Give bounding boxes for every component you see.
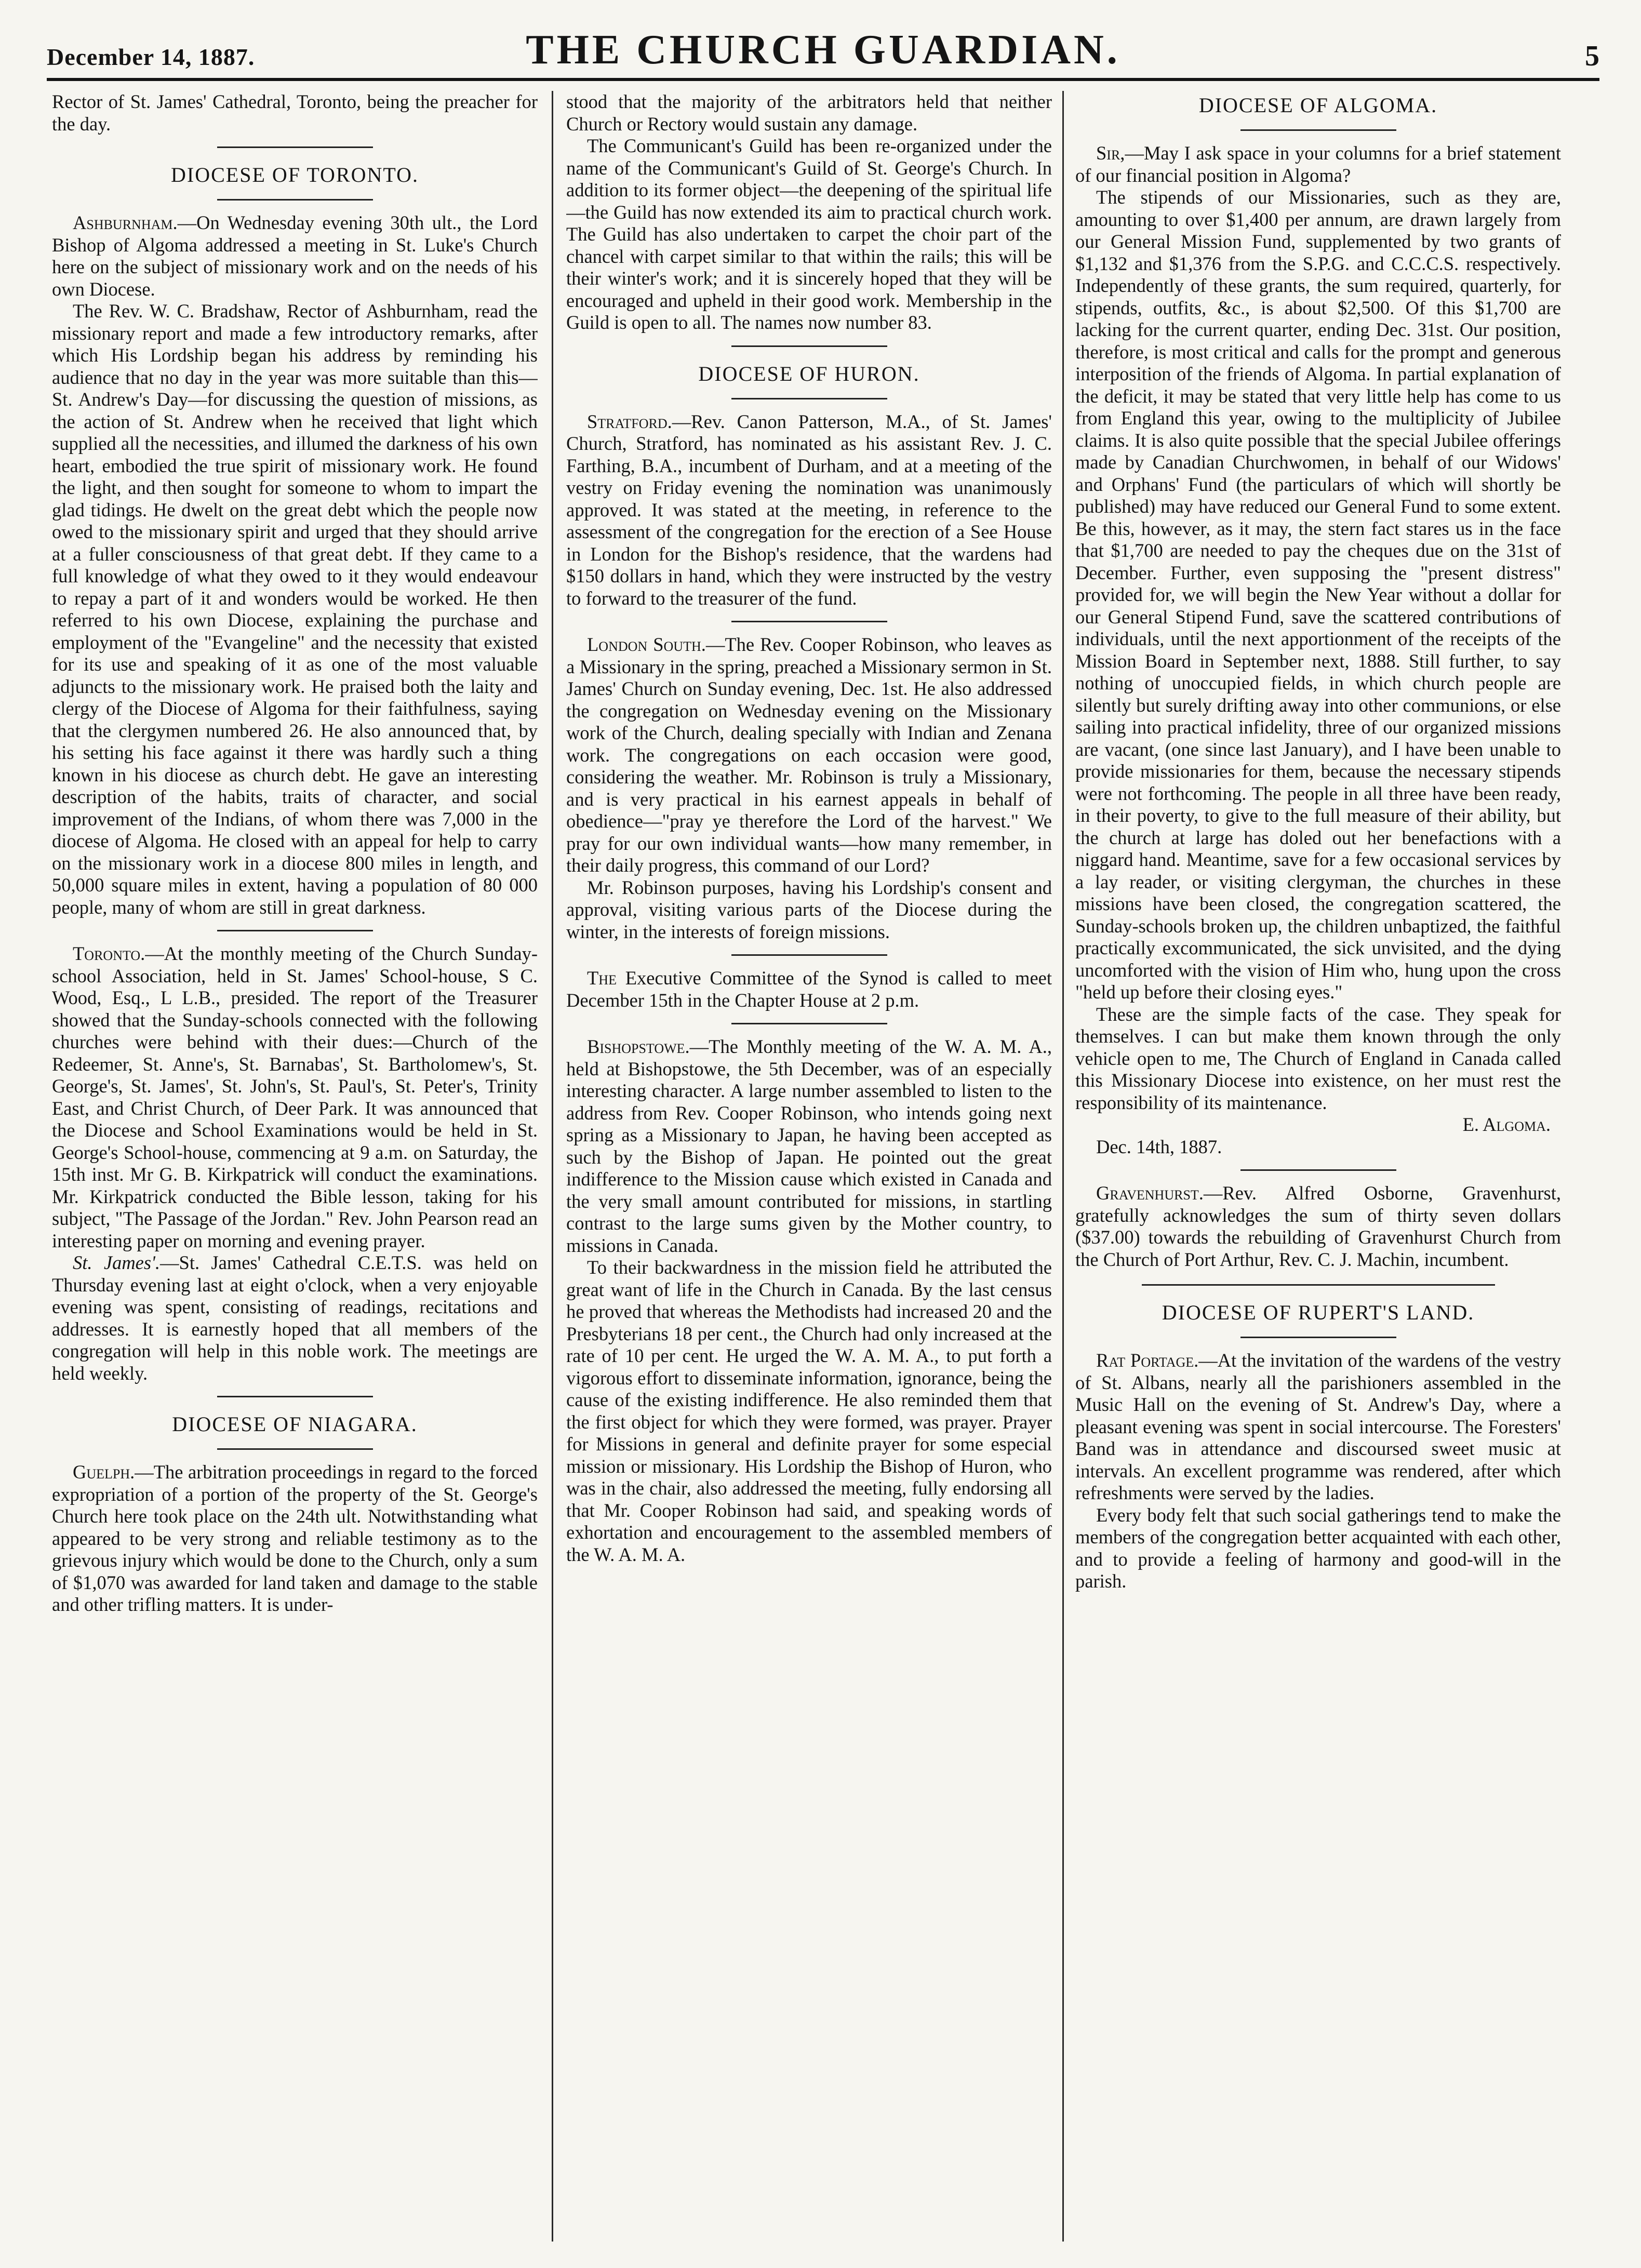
dateline: Guelph. <box>73 1461 135 1483</box>
masthead-title: THE CHURCH GUARDIAN. <box>526 27 1120 73</box>
paragraph-text: —At the monthly meeting of the Church Sunday-school Association, held in St. James' School-house, S C. Wood, Esq., L L.B., presided. The report of the Treasurer showed that the Sunday-schools connected with the following churches were behind with their dues:—Church of the Redeemer, St. Anne's, St. Barnabas', St. Bartholomew's, St. George's, St. James', St. John's, St. Paul's, St. Peter's, Trinity East, and Christ Church, of Deer Park. It was announced that the Diocese and School Examinations would be held in St. George's School-house, commencing at 9 a.m. on Saturday, the 15th inst. Mr G. B. Kirkpatrick will conduct the examinations. Mr. Kirkpatrick conducted the Bible lesson, taking for his subject, "The Passage of the Jordan." Rev. John Pearson read an interesting paper on morning and evening prayer. <box>52 943 538 1251</box>
column-2 <box>566 91 1052 2242</box>
paragraph-text: —May I ask space in your columns for a brief statement of our financial position in Algoma? <box>1075 142 1561 186</box>
paragraph-text: Executive Committee of the Synod is called to meet December 15th in the Chapter House at 2 p.m. <box>566 967 1052 1011</box>
section-divider <box>1240 129 1396 131</box>
paragraph-text: —The Rev. Cooper Robinson, who leaves as a Missionary in the spring, preached a Missionary sermon in St. James' Church on Sunday evening, Dec. 1st. He also addressed the congregation on Wednesday evening on the Missionary work of the Church, dealing specially with Indian and Zenana work. The congregations on each occasion were good, considering the weather. Mr. Robinson is truly a Missionary, and is very practical in his earnest appeals in behalf of obedience—"pray ye therefore the Lord of the harvest." We pray for our own individual wants—how many remember, in their daily progress, this command of our Lord? <box>566 634 1052 876</box>
section-divider <box>217 1396 373 1397</box>
letter-signature: E. Algoma. <box>1462 1114 1551 1135</box>
column-rule-right <box>1062 91 1064 2242</box>
dateline: Stratford. <box>587 410 672 432</box>
paragraph-text: —Rev. Canon Patterson, M.A., of St. James' Church, Stratford, has nominated as his assistant Rev. J. C. Farthing, B.A., incumbent of Durham, and at a meeting of the vestry on Friday evening the nomination was unanimously approved. It was stated at the meeting, in reference to the assessment of the congregation for the erection of a See House in London for the Bishop's residence, that the wardens had $150 dollars in hand, which they were instructed by the vestry to forward to the treasurer of the fund. <box>566 410 1052 609</box>
article-divider <box>731 1023 887 1024</box>
article-paragraph <box>52 1461 538 1616</box>
article-paragraph: Every body felt that such social gatherings tend to make the members of the congregation better acquainted with each other, and to provide a feeling of harmony and good-will in the parish. <box>1075 1504 1561 1592</box>
heading-diocese-huron: DIOCESE OF HURON. <box>698 362 920 385</box>
section-divider <box>1240 1337 1396 1338</box>
article-divider <box>731 954 887 956</box>
article-paragraph <box>566 634 1052 877</box>
article-divider <box>731 621 887 622</box>
article-paragraph: The stipends of our Missionaries, such as they are, amounting to over $1,400 per annum, are drawn largely from our General Mission Fund, supplemented by two grants of $1,132 and $1,376 from the S.P.G. and C.C.C.S. respectively. Independently of these grants, the sum required, quarterly, for stipends, outfits, &c., is about $2,500. Of this $1,700 are lacking for the current quarter, ending Dec. 31st. Our position, therefore, is most critical and calls for the prompt and generous interposition of the friends of Algoma. In partial explanation of the deficit, it may be stated that very little help has come to us from England this year, owing to the multiplicity of Jubilee claims. It is also quite possible that the special Jubilee offerings made by Canadian Churchwomen, in behalf of our Widows' and Orphans' Fund (the particulars of which will shortly be published) may have reduced our General Fund to some extent. Be this, however, as it may, the stern fact stares us in the face that $1,700 are needed to pay the cheques due on the 31st of December. Further, even supposing the "present distress" provided for, we will begin the New Year without a dollar for our General Stipend Fund, save the scattered contributions of individuals, until the next apportionment of the receipts of the Mission Board in September next, 1888. Still further, to say nothing of unoccupied fields, in which church people are silently but surely drifting away into other communions, or else sailing into practical infidelity, three of our organized missions are vacant, (one since last January), and I have been unable to provide missionaries for them, because the necessary stipends were not forthcoming. The people in all three have been ready, in their poverty, to give to the full measure of their ability, but the church at large has doled out her benefactions with a niggard hand. Meantime, save for a few occasional services by a lay reader, or visiting clergyman, the churches in these missions have been closed, the congregation scattered, the Sunday-schools broken up, the children unbaptized, the faithful practically excommunicated, the sick unvisited, and the dying uncomforted with the vision of Him who, hung upon the cross "held up before their closing eyes." <box>1075 186 1561 1003</box>
column-rule-left <box>552 91 553 2242</box>
article-paragraph <box>52 943 538 1252</box>
article-paragraph: Mr. Robinson purposes, having his Lordship's consent and approval, visiting various parts of the Diocese during the winter, in the interests of foreign missions. <box>566 876 1052 942</box>
heading-diocese-niagara: DIOCESE OF NIAGARA. <box>172 1412 418 1436</box>
heading-diocese-toronto: DIOCESE OF TORONTO. <box>171 163 419 186</box>
issue-date: December 14, 1887. <box>47 44 255 70</box>
section-divider <box>731 398 887 399</box>
section-divider <box>217 146 373 148</box>
column-3 <box>1075 91 1561 2242</box>
paragraph-text: —Rev. Alfred Osborne, Gravenhurst, gratefully acknowledges the sum of thirty seven dollars ($37.00) towards the rebuilding of Gravenhurst Church from the Church of Port Arthur, Rev. C. J. Machin, incumbent. <box>1075 1182 1561 1270</box>
continued-paragraph: Rector of St. James' Cathedral, Toronto, being the preacher for the day. <box>52 91 538 135</box>
article-paragraph <box>566 1036 1052 1257</box>
letter-date: Dec. 14th, 1887. <box>1096 1136 1222 1157</box>
article-paragraph: These are the simple facts of the case. They speak for themselves. I can but make them known through the only vehicle open to me, The Church of England in Canada called this Missionary Diocese into existence, on her must rest the responsibility of its maintenance. <box>1075 1003 1561 1113</box>
article-paragraph: The Communicant's Guild has been re-organized under the name of the Communicant's Guild of St. George's Church. In addition to its former object—the deepening of the spiritual life—the Guild has now extended its aim to practical church work. The Guild has also undertaken to carpet the choir part of the chancel with carpet similar to that within the rails; this will be their winter's work; and it is sincerely hoped that they will be encouraged and upheld in their good work. Membership in the Guild is open to all. The names now number 83. <box>566 135 1052 333</box>
continued-paragraph: stood that the majority of the arbitrators held that neither Church or Rectory would sustain any damage. <box>566 91 1052 135</box>
page-header <box>47 16 1599 81</box>
article-paragraph <box>52 212 538 300</box>
article-paragraph <box>1075 142 1561 186</box>
paragraph-text: —The arbitration proceedings in regard to the forced expropriation of a portion of the property of the St. George's Church here took place on the 24th ult. Notwithstanding what appeared to be very strong and reliable testimony as to the grievous injury which would be done to the Church, only a sum of $1,070 was awarded for land taken and damage to the stable and other trifling matters. It is under- <box>52 1461 538 1615</box>
dateline: Ashburnham. <box>73 212 178 233</box>
article-paragraph <box>52 1252 538 1384</box>
section-divider <box>1142 1284 1495 1286</box>
section-divider <box>731 345 887 347</box>
heading-diocese-ruperts-land: DIOCESE OF RUPERT'S LAND. <box>1162 1301 1475 1324</box>
dateline: London South. <box>587 634 706 655</box>
dateline: The <box>587 967 617 989</box>
paragraph-text: —At the invitation of the wardens of the vestry of St. Albans, nearly all the parishioners assembled in the Music Hall on the evening of St. Andrew's Day, where a pleasant evening was spent in social intercourse. The Foresters' Band was in attendance and discoursed sweet music at intervals. An excellent programme was rendered, after which refreshments were served by the ladies. <box>1075 1350 1561 1503</box>
page-number: 5 <box>1585 40 1599 72</box>
article-paragraph <box>1075 1350 1561 1504</box>
article-divider <box>217 930 373 931</box>
heading-diocese-algoma: DIOCESE OF ALGOMA. <box>1198 94 1438 117</box>
article-paragraph: To their backwardness in the mission field he attributed the great want of life in the Church in Canada. By the last census he proved that whereas the Methodists had increased 20 and the Presbyterians 18 per cent., the Church had only increased at the rate of 10 per cent. He urged the W. A. M. A., to put forth a vigorous effort to disseminate information, ignorance, being the cause of the existing indifference. He also reminded them that the first object for which they were formed, was prayer. Prayer for Missions in general and definite prayer for some especial mission or missionary. His Lordship the Bishop of Huron, who was in the chair, also addressed the meeting, fully endorsing all that Mr. Cooper Robinson had said, and speaking words of exhortation and encouragement to the assembled members of the W. A. M. A. <box>566 1257 1052 1565</box>
section-divider <box>217 1448 373 1450</box>
dateline: Bishopstowe. <box>587 1036 690 1057</box>
article-divider <box>1240 1169 1396 1171</box>
dateline: Rat Portage. <box>1096 1350 1199 1371</box>
paragraph-text: —St. James' Cathedral C.E.T.S. was held on Thursday evening last at eight o'clock, when a very enjoyable evening was spent, consisting of readings, recitations and addresses. It is earnestly hoped that all members of the congregation will help in this noble work. The meetings are held weekly. <box>52 1252 538 1384</box>
article-paragraph <box>566 411 1052 610</box>
dateline: Gravenhurst. <box>1096 1182 1204 1204</box>
dateline: St. James'. <box>73 1252 161 1273</box>
paragraph-text: —The Monthly meeting of the W. A. M. A., held at Bishopstowe, the 5th December, was of an especially interesting character. A large number assembled to listen to the address from Rev. Cooper Robinson, who intends going next spring as a Missionary to Japan, he having been accepted as such by the Bishop of Japan. He pointed out the great indifference to the Mission cause which existed in Canada and the very small amount contributed for missions, in startling contrast to the large sums given by the Mother country, to missions in Canada. <box>566 1036 1052 1256</box>
article-paragraph: The Rev. W. C. Bradshaw, Rector of Ashburnham, read the missionary report and made a few introductory remarks, after which His Lordship began his address by reminding his audience that no day in the year was more suitable than this—St. Andrew's Day—for discussing the question of missions, as the action of St. Andrew when he received that light which supplied all the necessities, and illumed the darkness of his own heart, embodied the true spirit of missionary work. He found the light, and then sought for someone to whom to impart the glad tidings. He dwelt on the great debt which the people now owed to the missionary spirit and urged that they should arrive at a fuller consciousness of that great debt. If they came to a full knowledge of what they owed to it they would endeavour to repay a part of it and wonders would be worked. He then referred to his own Diocese, explaining the purchase and employment of the "Evangeline" and the necessity that existed for its use and speaking of it as one of the most valuable adjuncts to the missionary work. He praised both the laity and clergy of the Diocese of Algoma for their faithfulness, saying that the clergymen numbered 26. He also announced that, by his setting his face against it there was hardly such a thing known in his diocese as church debt. He gave an interesting description of the habits, traits of character, and social improvement of the Indians, of whom there was 7,000 in the diocese of Algoma. He closed with an appeal for help to carry on the missionary work in a diocese 800 miles in length, and 50,000 square miles in extent, having a population of 80 000 people, many of whom are still in great darkness. <box>52 300 538 918</box>
section-divider <box>217 199 373 201</box>
column-1 <box>52 91 538 2242</box>
dateline: Toronto. <box>73 943 145 964</box>
dateline: Sir, <box>1096 142 1125 164</box>
paragraph-text: —On Wednesday evening 30th ult., the Lord Bishop of Algoma addressed a meeting in St. Luke's Church here on the subject of missionary work and on the needs of his own Diocese. <box>52 212 538 300</box>
article-paragraph <box>566 967 1052 1011</box>
article-paragraph <box>1075 1182 1561 1271</box>
